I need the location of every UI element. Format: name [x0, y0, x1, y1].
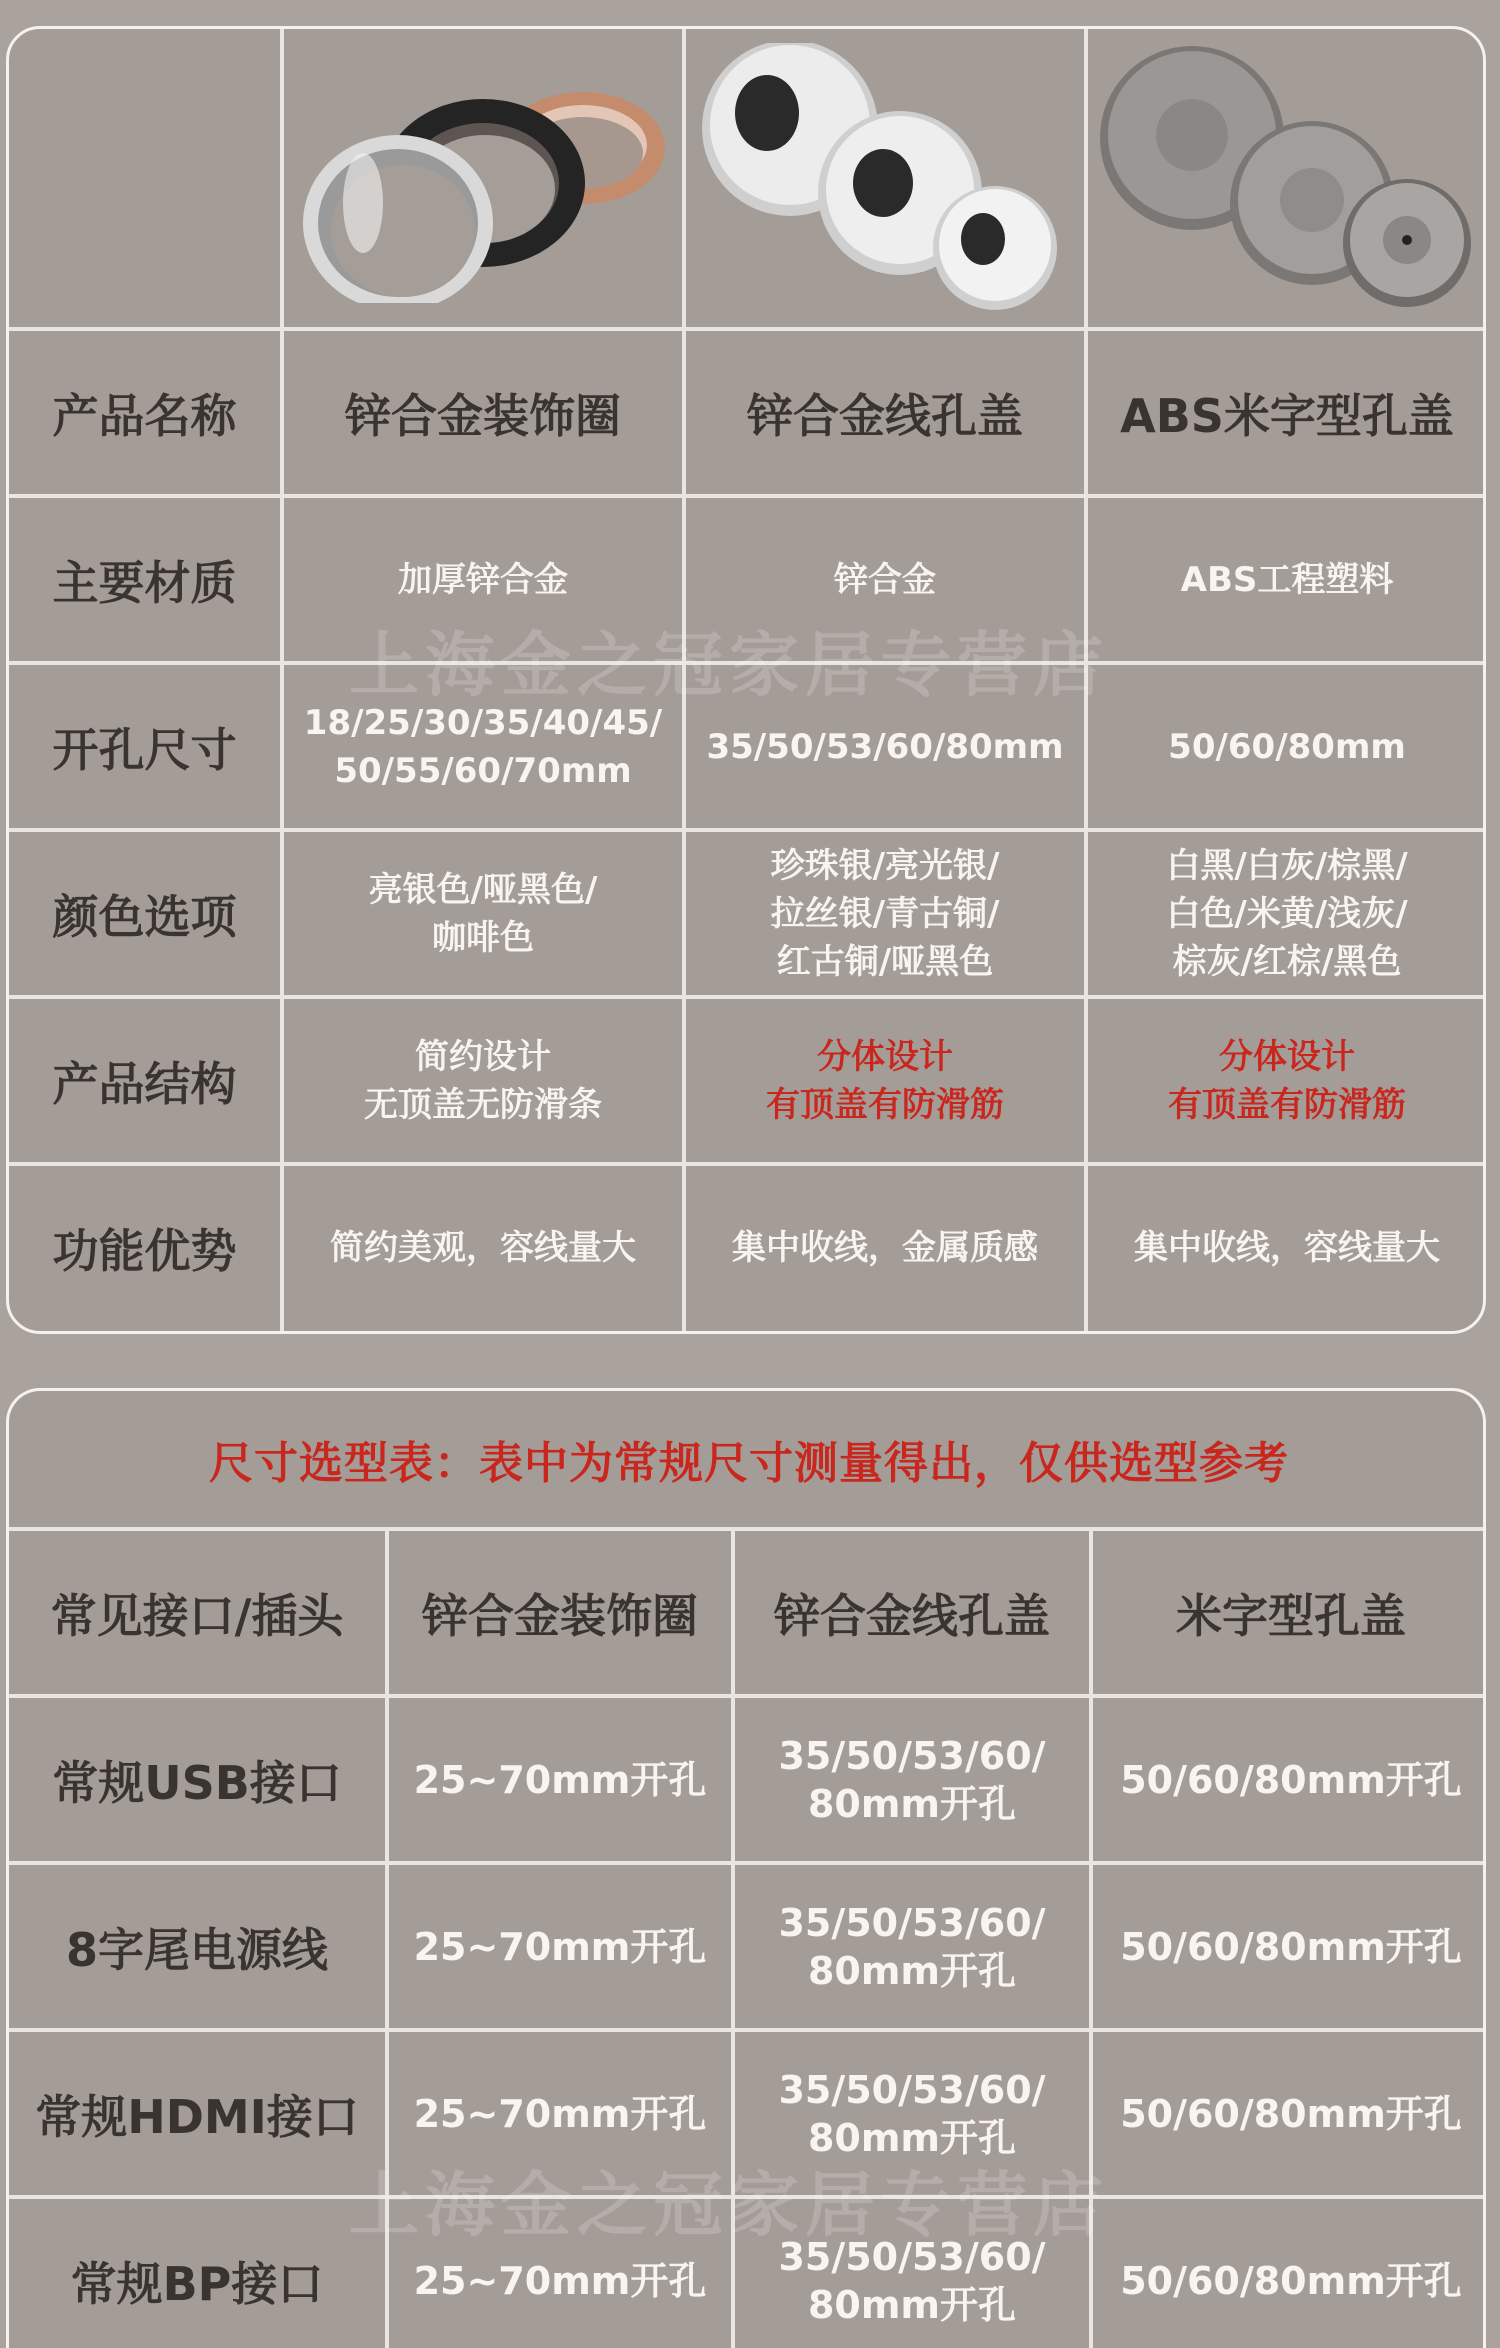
table-cell: 锌合金: [834, 559, 936, 600]
table-cell: 锌合金装饰圈: [345, 388, 621, 443]
table-cell: 50/60/80mm开孔: [1120, 1924, 1462, 1969]
row-label: 主要材质: [52, 555, 237, 610]
row-label: 产品名称: [52, 388, 237, 443]
table-cell: 25~70mm开孔: [413, 2091, 707, 2136]
table-cell: 简约美观，容线量大: [330, 1227, 636, 1268]
size-selection-card: [6, 1388, 1486, 2348]
table-cell: 白黑/白灰/棕黑/ 白色/米黄/浅灰/ 棕灰/红棕/黑色: [1166, 845, 1408, 982]
table-cell: ABS工程塑料: [1180, 559, 1394, 600]
zinc-alloy-decorative-ring-image: [284, 29, 682, 327]
table-cell: ABS米字型孔盖: [1120, 388, 1454, 443]
table-cell: 50/60/80mm开孔: [1120, 1757, 1462, 1802]
table-cell: 25~70mm开孔: [413, 1757, 707, 1802]
row-label: 常规BP接口: [70, 2256, 324, 2311]
table-cell: 18/25/30/35/40/45/ 50/55/60/70mm: [303, 702, 663, 791]
row-label: 功能优势: [52, 1223, 237, 1278]
table-cell: 25~70mm开孔: [413, 1924, 707, 1969]
table-cell: 珍珠银/亮光银/ 拉丝银/青古铜/ 红古铜/哑黑色: [770, 845, 1000, 982]
column-header: 米字型孔盖: [1176, 1588, 1406, 1643]
watermark: 上海金之冠家居专营店: [349, 624, 1109, 706]
zinc-alloy-cable-grommet-image: [686, 29, 1084, 327]
column-header: 常见接口/插头: [50, 1588, 344, 1643]
table-cell: 集中收线，容线量大: [1134, 1227, 1440, 1268]
row-label: 8字尾电源线: [65, 1922, 328, 1977]
table-cell: 35/50/53/60/ 80mm开孔: [778, 1900, 1046, 1993]
abs-star-cable-grommet-image: [1088, 29, 1486, 327]
row-label: 开孔尺寸: [52, 722, 237, 777]
table-cell: 锌合金线孔盖: [747, 388, 1023, 443]
product-comparison-card: [6, 26, 1486, 1334]
row-label: 常规HDMI接口: [35, 2089, 359, 2144]
row-label: 常规USB接口: [52, 1755, 342, 1810]
watermark: 上海金之冠家居专营店: [349, 2164, 1109, 2246]
table-cell: 25~70mm开孔: [413, 2258, 707, 2303]
table-cell: 35/50/53/60/80mm: [706, 726, 1064, 767]
table-cell: 35/50/53/60/ 80mm开孔: [778, 1733, 1046, 1826]
row-label: 颜色选项: [52, 889, 237, 944]
size-table-title: 尺寸选型表：表中为常规尺寸测量得出，仅供选型参考: [209, 1438, 1289, 1489]
table-cell: 50/60/80mm开孔: [1120, 2258, 1462, 2303]
column-header: 锌合金线孔盖: [774, 1588, 1050, 1643]
table-cell: 分体设计 有顶盖有防滑筋: [766, 1036, 1004, 1125]
table-cell: 亮银色/哑黑色/ 咖啡色: [368, 869, 598, 958]
table-cell: 分体设计 有顶盖有防滑筋: [1168, 1036, 1406, 1125]
table-cell: 简约设计 无顶盖无防滑条: [364, 1036, 602, 1125]
table-cell: 集中收线，金属质感: [732, 1227, 1038, 1268]
column-header: 锌合金装饰圈: [422, 1588, 698, 1643]
table-cell: 50/60/80mm开孔: [1120, 2091, 1462, 2136]
row-label: 产品结构: [52, 1056, 237, 1111]
table-cell: 50/60/80mm: [1168, 726, 1406, 767]
table-cell: 35/50/53/60/ 80mm开孔: [778, 2234, 1046, 2327]
table-cell: 加厚锌合金: [398, 559, 568, 600]
table-cell: 35/50/53/60/ 80mm开孔: [778, 2067, 1046, 2160]
